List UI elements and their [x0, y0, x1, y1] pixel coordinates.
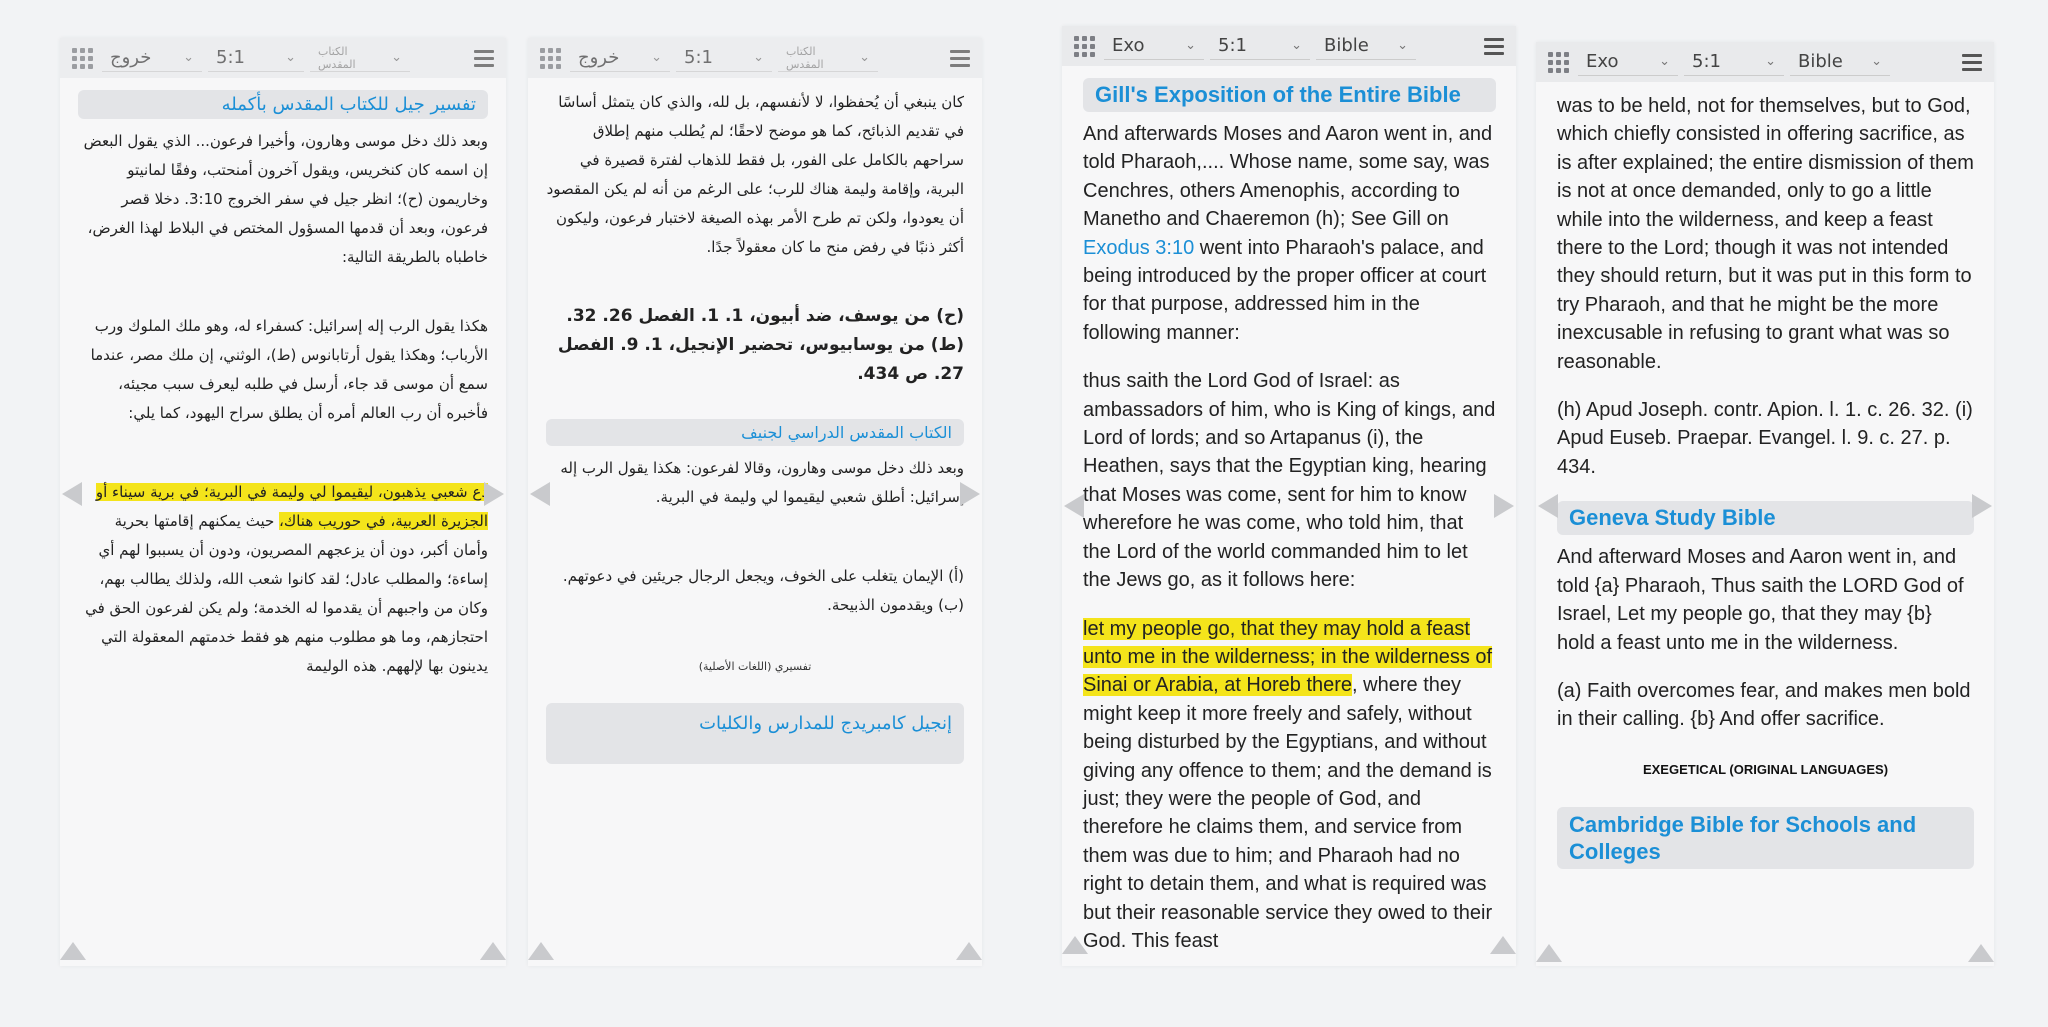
- chevron-down-icon: ⌄: [753, 50, 764, 65]
- bible-panel-3: [1062, 26, 1516, 966]
- category-label: تفسيري (اللغات الأصلية): [698, 660, 812, 673]
- bible-panel-1: [60, 38, 506, 966]
- chapter-select[interactable]: 5:1 ⌄: [208, 44, 304, 72]
- hamburger-menu-icon[interactable]: [470, 50, 498, 67]
- scroll-up-arrow-icon[interactable]: [1968, 944, 1994, 962]
- panel-toolbar: [1062, 26, 1516, 66]
- chevron-down-icon: ⌄: [1765, 54, 1776, 69]
- prev-page-arrow-icon[interactable]: [1538, 494, 1558, 518]
- section-heading: إنجيل كامبريدج للمدارس والكليات: [546, 703, 964, 764]
- section-heading: Geneva Study Bible: [1557, 501, 1974, 535]
- commentary-paragraph: هكذا يقول الرب إله إسرائيل: كسفراء له، وهو ملك الملوك ورب الأرباب؛ وهكذا يقول أرتابانوس (ط)، الوثني، إن ملك مصر، عندما سمع أن موسى قد جاء، أرسل في طلبه ليعرف سبب مجيئه، فأخبره أن رب العالم أمره أن يطلق سراح اليهود، كما يلي:: [90, 317, 488, 422]
- grid-menu-icon[interactable]: [1070, 36, 1098, 57]
- section-heading: Gill's Exposition of the Entire Bible: [1083, 78, 1496, 112]
- commentary-content: [528, 78, 982, 966]
- commentary-paragraph: كان ينبغي أن يُحفظوا، لا لأنفسهم، بل لله، والذي كان يتمثل أساسًا في تقديم الذبائح، كما هو موضح لاحقًا؛ لم يُطلب منهم إطلاق سراحهم بالكامل على الفور، بل فقط للذهاب لفترة قصيرة في البرية، وإقامة وليمة هناك للرب؛ على الرغم من أنه لم يكن المقصود أن يعودوا، ولكن تم طرح الأمر بهذه الصيغة لاختبار فرعون، وليكون أكثر ذنبًا في رفض منح ما كان معقولاً جدًا.: [546, 93, 964, 256]
- prev-page-arrow-icon[interactable]: [62, 482, 82, 506]
- hamburger-menu-icon[interactable]: [1480, 38, 1508, 55]
- grid-menu-icon[interactable]: [1544, 52, 1572, 73]
- next-page-arrow-icon[interactable]: [1494, 494, 1514, 518]
- chevron-down-icon: ⌄: [859, 50, 870, 65]
- scroll-up-arrow-icon[interactable]: [1062, 936, 1088, 954]
- book-select[interactable]: خروج ⌄: [570, 44, 670, 72]
- panel-toolbar: [1536, 42, 1994, 82]
- panel-toolbar: [528, 38, 982, 78]
- highlighted-text: let my people go, that they may hold a feast unto me in the wilderness; in the wilderness of Sinai or Arabia, at Horeb there: [1083, 617, 1493, 697]
- commentary-paragraph: was to be held, not for themselves, but to God, which chiefly consisted in offering sacrifice, as is after explained; the entire dismission of them is not at once demanded, only to go a little while into the wilderness, and keep a feast there to the Lord; though it was not intended they should return, but it was put in this form to try Pharaoh, and that he might be the more inexcusable in refusing to grant what was so reasonable.: [1557, 95, 1974, 373]
- section-heading: الكتاب المقدس الدراسي لجنيف: [546, 419, 964, 446]
- commentary-content: [1062, 66, 1516, 966]
- version-select[interactable]: Bible ⌄: [1790, 48, 1890, 76]
- chapter-select[interactable]: 5:1 ⌄: [1210, 32, 1310, 60]
- version-select[interactable]: الكتاب المقدس ⌄: [310, 44, 410, 72]
- next-page-arrow-icon[interactable]: [484, 482, 504, 506]
- commentary-paragraph: وبعد ذلك دخل موسى وهارون، وأخيرا فرعون... الذي يقول البعض إن اسمه كان كنخريس، ويقول آخرون أمنحتب، وفقًا لمانيتو وخاريمون (ح)؛ انظر جيل في سفر الخروج 3:10. دخلا قصر فرعون، وبعد أن قدمها المسؤول المختص في البلاط لهذا الغرض، خاطباه بالطريقة التالية:: [83, 132, 488, 266]
- chevron-down-icon: ⌄: [1185, 38, 1196, 53]
- prev-page-arrow-icon[interactable]: [530, 482, 550, 506]
- footnote-paragraph: (a) Faith overcomes fear, and makes men bold in their calling. {b} And offer sacrifice.: [1557, 679, 1971, 731]
- chapter-select[interactable]: 5:1 ⌄: [676, 44, 772, 72]
- commentary-paragraph: And afterwards Moses and Aaron went in, and told Pharaoh,.... Whose name, some say, was Cenchres, others Amenophis, according to Manetho and Chaeremon (h); See Gill on Exodus 3:10 went into Pharaoh's palace, and being introduced by the proper officer at court for that purpose, addressed him in the following manner:: [1083, 123, 1493, 344]
- commentary-paragraph: thus saith the Lord God of Israel: as ambassadors of him, who is King of kings, and Lord of lords; and so Artapanus (i), the Heathen, says that the Egyptian king, hearing that Moses was come, sent for him to know wherefore he was come, who told him, that the Lord of the world commanded him to let the Jews go, as it follows here:: [1083, 370, 1496, 592]
- commentary-content: [1536, 82, 1994, 966]
- commentary-paragraph: let my people go, that they may hold a feast unto me in the wilderness; in the wilderness of Sinai or Arabia, at Horeb there, where they might keep it more freely and safely, without being disturbed by the Egyptians, and without giving any offence to them; and the demand is just; they were the people of God, and therefore he claims them, and service from them was due to him; and Pharaoh had no right to detain them, and what is required was but their reasonable service they owed to their God. This feast: [1083, 617, 1493, 952]
- footnote-paragraph: (ح) من يوسف، ضد أبيون، 1. 1. الفصل 26. 32. (ط) من يوسابيوس، تحضير الإنجيل، 1. 9. الفصل 27. ص 434.: [557, 306, 964, 384]
- book-select[interactable]: Exo ⌄: [1104, 32, 1204, 60]
- commentary-paragraph: وبعد ذلك دخل موسى وهارون، وقالا لفرعون: هكذا يقول الرب إله إسرائيل: أطلق شعبي ليقيموا لي وليمة في البرية.: [560, 459, 964, 506]
- chevron-down-icon: ⌄: [285, 50, 296, 65]
- prev-page-arrow-icon[interactable]: [1064, 494, 1084, 518]
- grid-menu-icon[interactable]: [68, 48, 96, 69]
- next-page-arrow-icon[interactable]: [1972, 494, 1992, 518]
- scripture-link[interactable]: Exodus 3:10: [1083, 236, 1195, 259]
- scroll-up-arrow-icon[interactable]: [528, 942, 554, 960]
- section-heading: تفسير جيل للكتاب المقدس بأكمله: [78, 90, 488, 119]
- book-select[interactable]: Exo ⌄: [1578, 48, 1678, 76]
- chevron-down-icon: ⌄: [1659, 54, 1670, 69]
- chevron-down-icon: ⌄: [183, 50, 194, 65]
- category-label: EXEGETICAL (ORIGINAL LANGUAGES): [1642, 761, 1889, 777]
- book-select[interactable]: خروج ⌄: [102, 44, 202, 72]
- scroll-up-arrow-icon[interactable]: [956, 942, 982, 960]
- version-select[interactable]: Bible ⌄: [1316, 32, 1416, 60]
- highlighted-text: دع شعبي يذهبون، ليقيموا لي وليمة في البرية؛ في برية سيناء أو الجزيرة العربية، في حوريب هناك،: [95, 483, 488, 530]
- footnote-paragraph: (أ) الإيمان يتغلب على الخوف، ويجعل الرجال جريئين في دعوتهم. (ب) ويقدمون الذبيحة.: [562, 567, 964, 614]
- panel-toolbar: [60, 38, 506, 78]
- grid-menu-icon[interactable]: [536, 48, 564, 69]
- hamburger-menu-icon[interactable]: [946, 50, 974, 67]
- chevron-down-icon: ⌄: [1397, 38, 1408, 53]
- scroll-up-arrow-icon[interactable]: [480, 942, 506, 960]
- scroll-up-arrow-icon[interactable]: [1490, 936, 1516, 954]
- bible-panel-2: [528, 38, 982, 966]
- commentary-content: [60, 78, 506, 966]
- hamburger-menu-icon[interactable]: [1958, 54, 1986, 71]
- commentary-paragraph: And afterward Moses and Aaron went in, and told {a} Pharaoh, Thus saith the LORD God of Israel, Let my people go, that they may {b} hold a feast unto me in the wilderness.: [1557, 546, 1964, 654]
- commentary-paragraph: دع شعبي يذهبون، ليقيموا لي وليمة في البرية؛ في برية سيناء أو الجزيرة العربية، في حوريب هناك، حيث يمكنهم إقامتها بحرية وأمان أكبر، دون أن يزعجهم المصريون، ودون أن يسببوا لهم أي إساءة؛ والمطلب عادل؛ لقد كانوا شعب الله، ولذلك يطالب بهم، وكان من واجبهم أن يقدموا له الخدمة؛ ولم يكن لفرعون الحق في احتجازهم، وما هو مطلوب منهم هو فقط خدمتهم المعقولة التي يدينون بها لإلههم. هذه الوليمة: [85, 483, 488, 675]
- scroll-up-arrow-icon[interactable]: [1536, 944, 1562, 962]
- scroll-up-arrow-icon[interactable]: [60, 942, 86, 960]
- chevron-down-icon: ⌄: [391, 50, 402, 65]
- chevron-down-icon: ⌄: [1871, 54, 1882, 69]
- next-page-arrow-icon[interactable]: [960, 482, 980, 506]
- footnote-paragraph: (h) Apud Joseph. contr. Apion. l. 1. c. 26. 32. (i) Apud Euseb. Praepar. Evangel. l. 9. c. 27. p. 434.: [1557, 399, 1973, 478]
- bible-panel-4: [1536, 42, 1994, 966]
- chevron-down-icon: ⌄: [651, 50, 662, 65]
- chapter-select[interactable]: 5:1 ⌄: [1684, 48, 1784, 76]
- section-heading: Cambridge Bible for Schools and Colleges: [1557, 807, 1974, 869]
- version-select[interactable]: الكتاب المقدس ⌄: [778, 44, 878, 72]
- chevron-down-icon: ⌄: [1291, 38, 1302, 53]
